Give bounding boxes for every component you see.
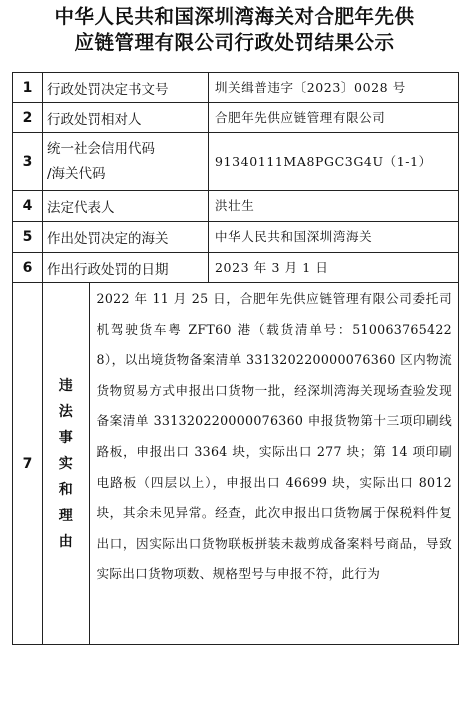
facts-inner-table bbox=[43, 283, 458, 644]
row-number: 1 bbox=[13, 73, 43, 103]
facts-label-char: 事 bbox=[58, 429, 73, 446]
table-row-facts bbox=[13, 283, 459, 645]
row-value: 圳关缉普违字〔2023〕0028 号 bbox=[209, 73, 459, 103]
row-label: 行政处罚决定书文号 bbox=[43, 73, 209, 103]
row-number: 7 bbox=[13, 283, 43, 645]
row-value: 洪壮生 bbox=[209, 191, 459, 222]
title-line-1: 中华人民共和国深圳湾海关对合肥年先供 bbox=[54, 5, 415, 28]
row-number: 6 bbox=[13, 253, 43, 283]
table-row-legal-representative bbox=[13, 191, 459, 222]
row-label: 法定代表人 bbox=[43, 191, 209, 222]
row-value: 中华人民共和国深圳湾海关 bbox=[209, 222, 459, 253]
row-label-line-1: 统一社会信用代码 bbox=[47, 140, 155, 157]
row-label-line-2: /海关代码 bbox=[47, 165, 106, 182]
table-row-decision-number bbox=[13, 73, 459, 103]
facts-text: 2022 年 11 月 25 日，合肥年先供应链管理有限公司委托司机驾驶货车粤 ZFT60 港（载货清单号：5100637654228），以出境货物备案清单 331320220000076360 区内物流货物贸易方式申报出口货物一批，经深圳湾海关现场查验发现备案清单 331320220000076360 申报货物第十三项印刷线路板，申报出口 3364 块，实际出口 277 块；第 14 项印刷电路板（四层以上），申报出口 46699 块，实际出口 8012 块，其余未见异常。经查，此次申报出口货物属于保税料件复出口，因实际出口货物联板拼装未裁剪成备案料号商品，导致实际出口货物项数、规格型号与申报不符，此行为 bbox=[96, 291, 452, 582]
facts-label-char: 理 bbox=[58, 507, 73, 524]
facts-label-char: 和 bbox=[58, 481, 73, 498]
row-number: 2 bbox=[13, 103, 43, 133]
facts-label-char: 法 bbox=[58, 403, 73, 420]
table-row-penalty-date bbox=[13, 253, 459, 283]
penalty-info-table bbox=[12, 72, 459, 645]
document-title bbox=[0, 4, 469, 56]
row-value: 合肥年先供应链管理有限公司 bbox=[209, 103, 459, 133]
row-label bbox=[43, 133, 209, 191]
facts-split-cell bbox=[43, 283, 459, 645]
table-row-customs-office bbox=[13, 222, 459, 253]
table-row-credit-code bbox=[13, 133, 459, 191]
facts-label-char: 由 bbox=[58, 533, 73, 550]
facts-label-char: 违 bbox=[58, 377, 73, 394]
row-value: 2023 年 3 月 1 日 bbox=[209, 253, 459, 283]
row-label: 作出处罚决定的海关 bbox=[43, 222, 209, 253]
row-label: 行政处罚相对人 bbox=[43, 103, 209, 133]
row-label: 作出行政处罚的日期 bbox=[43, 253, 209, 283]
title-line-2: 应链管理有限公司行政处罚结果公示 bbox=[74, 31, 395, 54]
row-number: 5 bbox=[13, 222, 43, 253]
table-row-penalized-party bbox=[13, 103, 459, 133]
row-value: 91340111MA8PGC3G4U（1-1） bbox=[209, 133, 459, 191]
row-number: 3 bbox=[13, 133, 43, 191]
facts-label bbox=[43, 283, 89, 644]
facts-label-char: 实 bbox=[58, 455, 73, 472]
row-number: 4 bbox=[13, 191, 43, 222]
